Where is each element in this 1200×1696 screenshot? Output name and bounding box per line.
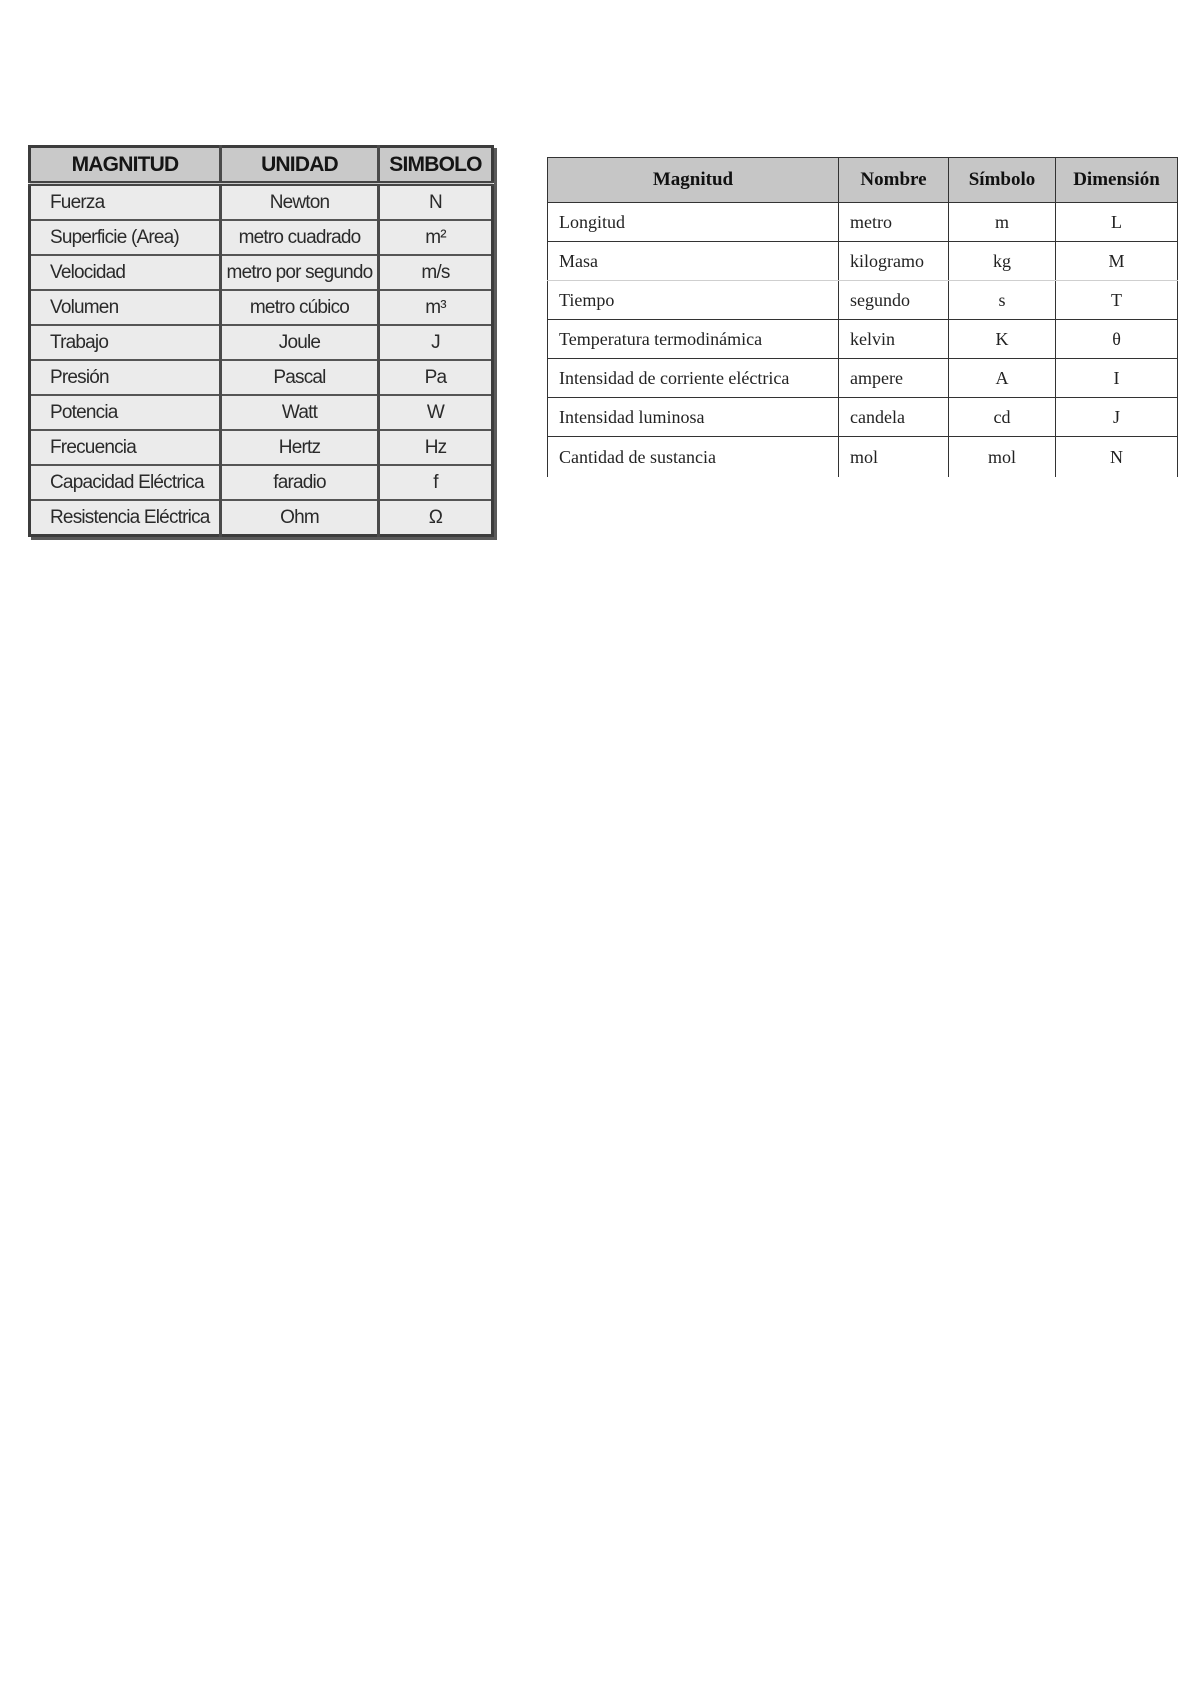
cell-dimension: I <box>1056 359 1178 398</box>
cell-simbolo: J <box>379 325 493 360</box>
cell-unidad: Hertz <box>221 430 379 465</box>
cell-nombre: kelvin <box>839 320 949 359</box>
cell-nombre: ampere <box>839 359 949 398</box>
cell-simbolo: N <box>379 184 493 221</box>
table-header-row <box>548 158 1178 203</box>
cell-simbolo: m² <box>379 220 493 255</box>
table-row <box>30 325 493 360</box>
cell-simbolo: Hz <box>379 430 493 465</box>
cell-simbolo: cd <box>949 398 1056 437</box>
cell-simbolo: W <box>379 395 493 430</box>
table-row <box>548 242 1178 281</box>
cell-magnitud: Velocidad <box>30 255 221 290</box>
table-row <box>30 395 493 430</box>
cell-magnitud: Frecuencia <box>30 430 221 465</box>
cell-simbolo: mol <box>949 437 1056 478</box>
cell-dimension: J <box>1056 398 1178 437</box>
table-row <box>30 360 493 395</box>
table-row <box>30 465 493 500</box>
cell-magnitud: Intensidad luminosa <box>548 398 839 437</box>
cell-dimension: N <box>1056 437 1178 478</box>
cell-nombre: candela <box>839 398 949 437</box>
cell-magnitud: Potencia <box>30 395 221 430</box>
cell-dimension: M <box>1056 242 1178 281</box>
cell-dimension: θ <box>1056 320 1178 359</box>
cell-nombre: metro <box>839 203 949 242</box>
cell-unidad: Pascal <box>221 360 379 395</box>
table-header-row <box>30 147 493 184</box>
cell-nombre: kilogramo <box>839 242 949 281</box>
cell-magnitud: Resistencia Eléctrica <box>30 500 221 536</box>
cell-unidad: Ohm <box>221 500 379 536</box>
cell-dimension: T <box>1056 281 1178 320</box>
cell-magnitud: Presión <box>30 360 221 395</box>
cell-unidad: faradio <box>221 465 379 500</box>
header-dimension: Dimensión <box>1056 158 1178 203</box>
cell-simbolo: f <box>379 465 493 500</box>
cell-nombre: mol <box>839 437 949 478</box>
cell-nombre: segundo <box>839 281 949 320</box>
cell-magnitud: Cantidad de sustancia <box>548 437 839 478</box>
cell-magnitud: Masa <box>548 242 839 281</box>
cell-simbolo: m <box>949 203 1056 242</box>
cell-simbolo: A <box>949 359 1056 398</box>
header-magnitud: Magnitud <box>548 158 839 203</box>
cell-simbolo: Pa <box>379 360 493 395</box>
table-row <box>30 255 493 290</box>
cell-magnitud: Longitud <box>548 203 839 242</box>
table-row <box>548 359 1178 398</box>
table-row <box>548 281 1178 320</box>
table-row <box>548 437 1178 478</box>
table-row <box>548 398 1178 437</box>
header-nombre: Nombre <box>839 158 949 203</box>
header-simbolo: SIMBOLO <box>379 147 493 184</box>
cell-magnitud: Tiempo <box>548 281 839 320</box>
cell-simbolo: Ω <box>428 506 443 528</box>
cell-unidad: metro cuadrado <box>221 220 379 255</box>
cell-unidad: Joule <box>221 325 379 360</box>
table-row <box>30 500 493 536</box>
base-units-table <box>547 157 1178 477</box>
cell-simbolo: kg <box>949 242 1056 281</box>
cell-unidad: Newton <box>221 184 379 221</box>
cell-dimension: L <box>1056 203 1178 242</box>
table-row <box>30 290 493 325</box>
table-row <box>30 430 493 465</box>
cell-magnitud: Fuerza <box>30 184 221 221</box>
cell-magnitud: Temperatura termodinámica <box>548 320 839 359</box>
derived-units-table <box>28 145 494 537</box>
cell-unidad: metro cúbico <box>221 290 379 325</box>
cell-magnitud: Superficie (Area) <box>30 220 221 255</box>
cell-simbolo: m³ <box>379 290 493 325</box>
header-magnitud: MAGNITUD <box>30 147 221 184</box>
table-row <box>30 184 493 221</box>
cell-magnitud: Intensidad de corriente eléctrica <box>548 359 839 398</box>
header-unidad: UNIDAD <box>221 147 379 184</box>
cell-simbolo: K <box>949 320 1056 359</box>
cell-magnitud: Capacidad Eléctrica <box>30 465 221 500</box>
table-row <box>548 203 1178 242</box>
cell-magnitud: Trabajo <box>30 325 221 360</box>
cell-simbolo: m/s <box>379 255 493 290</box>
table-row <box>30 220 493 255</box>
cell-unidad: metro por segundo <box>221 255 379 290</box>
cell-magnitud: Volumen <box>30 290 221 325</box>
cell-simbolo: s <box>949 281 1056 320</box>
header-simbolo: Símbolo <box>949 158 1056 203</box>
cell-unidad: Watt <box>221 395 379 430</box>
table-row <box>548 320 1178 359</box>
